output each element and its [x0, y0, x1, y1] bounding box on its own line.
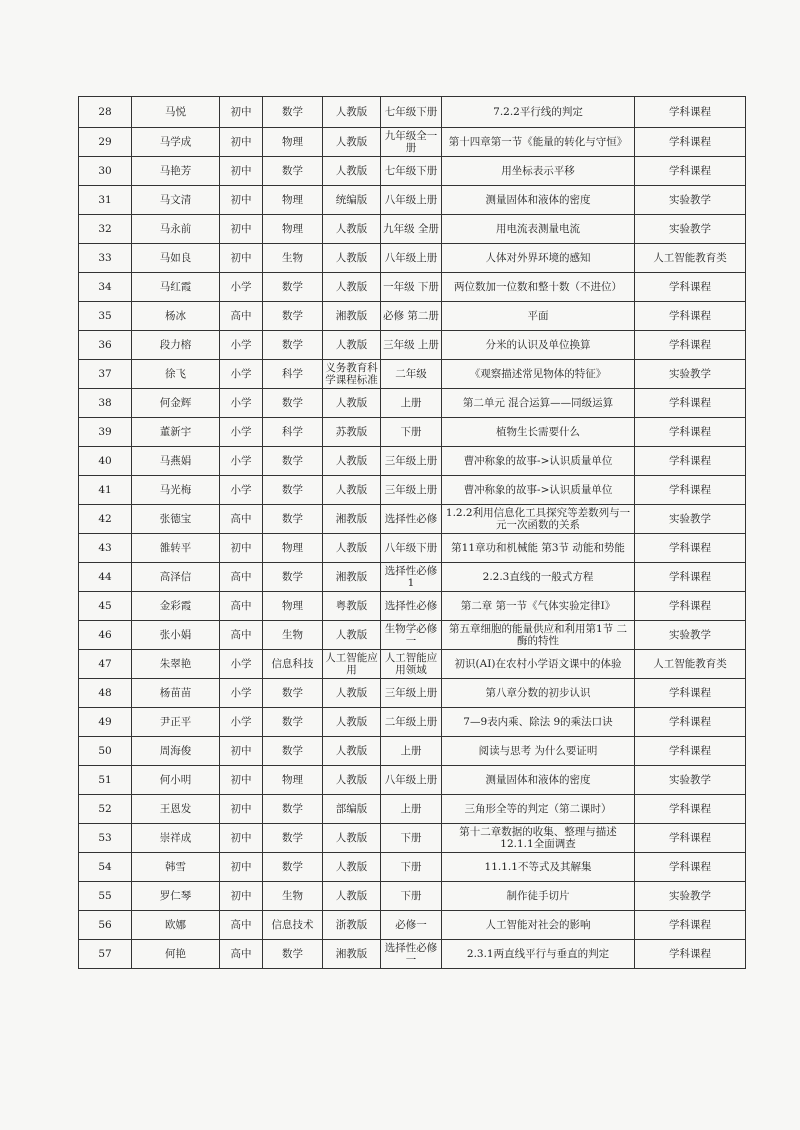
lesson-title-cell: 11.1.1不等式及其解集	[442, 853, 635, 882]
row-number-cell: 28	[79, 97, 132, 128]
teacher-name-cell: 雒转平	[132, 534, 220, 563]
subject-cell: 数学	[263, 737, 323, 766]
row-number-cell: 39	[79, 418, 132, 447]
course-category-cell: 学科课程	[635, 708, 746, 737]
teacher-name-cell: 董新宇	[132, 418, 220, 447]
course-category-cell: 人工智能教育类	[635, 244, 746, 273]
volume-cell: 选择性必修	[381, 505, 442, 534]
teacher-name-cell: 张小娟	[132, 621, 220, 650]
teacher-name-cell: 何艳	[132, 940, 220, 969]
course-category-cell: 学科课程	[635, 737, 746, 766]
school-level-cell: 初中	[220, 97, 263, 128]
teacher-name-cell: 马文清	[132, 186, 220, 215]
subject-cell: 数学	[263, 157, 323, 186]
subject-cell: 数学	[263, 505, 323, 534]
subject-cell: 信息科技	[263, 650, 323, 679]
volume-cell: 必修一	[381, 911, 442, 940]
textbook-edition-cell: 人教版	[323, 389, 381, 418]
volume-cell: 必修 第二册	[381, 302, 442, 331]
table-row	[79, 708, 746, 737]
course-category-cell: 学科课程	[635, 389, 746, 418]
subject-cell: 物理	[263, 534, 323, 563]
teacher-name-cell: 欧娜	[132, 911, 220, 940]
course-category-cell: 学科课程	[635, 447, 746, 476]
row-number-cell: 30	[79, 157, 132, 186]
school-level-cell: 初中	[220, 795, 263, 824]
row-number-cell: 32	[79, 215, 132, 244]
table-row	[79, 795, 746, 824]
course-category-cell: 学科课程	[635, 824, 746, 853]
lesson-title-cell: 曹冲称象的故事->认识质量单位	[442, 447, 635, 476]
volume-cell: 上册	[381, 737, 442, 766]
subject-cell: 数学	[263, 97, 323, 128]
row-number-cell: 46	[79, 621, 132, 650]
table-row	[79, 186, 746, 215]
subject-cell: 数学	[263, 302, 323, 331]
lesson-title-cell: 第11章功和机械能 第3节 动能和势能	[442, 534, 635, 563]
row-number-cell: 47	[79, 650, 132, 679]
school-level-cell: 初中	[220, 128, 263, 157]
volume-cell: 生物学必修一	[381, 621, 442, 650]
course-category-cell: 学科课程	[635, 534, 746, 563]
course-category-cell: 学科课程	[635, 592, 746, 621]
lesson-title-cell: 曹冲称象的故事->认识质量单位	[442, 476, 635, 505]
subject-cell: 生物	[263, 882, 323, 911]
table-row	[79, 621, 746, 650]
textbook-edition-cell: 人教版	[323, 476, 381, 505]
volume-cell: 八年级上册	[381, 186, 442, 215]
school-level-cell: 小学	[220, 418, 263, 447]
textbook-edition-cell: 人教版	[323, 157, 381, 186]
table-row	[79, 737, 746, 766]
lesson-title-cell: 1.2.2利用信息化工具探究等差数列与一元一次函数的关系	[442, 505, 635, 534]
school-level-cell: 初中	[220, 244, 263, 273]
course-category-cell: 学科课程	[635, 157, 746, 186]
teacher-name-cell: 马学成	[132, 128, 220, 157]
course-category-cell: 学科课程	[635, 795, 746, 824]
lesson-title-cell: 7—9表内乘、除法 9的乘法口诀	[442, 708, 635, 737]
table-row	[79, 476, 746, 505]
table-row	[79, 360, 746, 389]
volume-cell: 三年级上册	[381, 679, 442, 708]
textbook-edition-cell: 人教版	[323, 215, 381, 244]
lesson-title-cell: 人体对外界环境的感知	[442, 244, 635, 273]
volume-cell: 三年级上册	[381, 476, 442, 505]
row-number-cell: 56	[79, 911, 132, 940]
school-level-cell: 高中	[220, 621, 263, 650]
textbook-edition-cell: 统编版	[323, 186, 381, 215]
lesson-title-cell: 2.3.1两直线平行与垂直的判定	[442, 940, 635, 969]
row-number-cell: 51	[79, 766, 132, 795]
teacher-name-cell: 马如良	[132, 244, 220, 273]
lesson-title-cell: 第二单元 混合运算——同级运算	[442, 389, 635, 418]
row-number-cell: 31	[79, 186, 132, 215]
lesson-title-cell: 7.2.2平行线的判定	[442, 97, 635, 128]
school-level-cell: 初中	[220, 824, 263, 853]
textbook-edition-cell: 人教版	[323, 853, 381, 882]
table-row	[79, 215, 746, 244]
school-level-cell: 初中	[220, 853, 263, 882]
subject-cell: 数学	[263, 476, 323, 505]
lesson-title-cell: 分米的认识及单位换算	[442, 331, 635, 360]
table-row	[79, 766, 746, 795]
volume-cell: 下册	[381, 418, 442, 447]
school-level-cell: 高中	[220, 911, 263, 940]
teacher-name-cell: 朱翠艳	[132, 650, 220, 679]
teacher-name-cell: 韩雪	[132, 853, 220, 882]
lesson-title-cell: 用坐标表示平移	[442, 157, 635, 186]
table-row	[79, 389, 746, 418]
table-row	[79, 824, 746, 853]
textbook-edition-cell: 湘教版	[323, 302, 381, 331]
table-row	[79, 534, 746, 563]
teacher-name-cell: 马光梅	[132, 476, 220, 505]
school-level-cell: 高中	[220, 940, 263, 969]
course-category-cell: 学科课程	[635, 679, 746, 708]
volume-cell: 八年级上册	[381, 244, 442, 273]
course-category-cell: 学科课程	[635, 476, 746, 505]
school-level-cell: 小学	[220, 476, 263, 505]
subject-cell: 生物	[263, 621, 323, 650]
row-number-cell: 57	[79, 940, 132, 969]
lesson-title-cell: 第五章细胞的能量供应和利用第1节 二 酶的特性	[442, 621, 635, 650]
school-level-cell: 初中	[220, 534, 263, 563]
lesson-title-cell: 第十二章数据的收集、整理与描述12.1.1全面调查	[442, 824, 635, 853]
subject-cell: 数学	[263, 853, 323, 882]
course-category-cell: 学科课程	[635, 331, 746, 360]
table-row	[79, 157, 746, 186]
table-row	[79, 505, 746, 534]
table-row	[79, 128, 746, 157]
lesson-title-cell: 初识(AI)在农村小学语文课中的体验	[442, 650, 635, 679]
school-level-cell: 初中	[220, 737, 263, 766]
row-number-cell: 54	[79, 853, 132, 882]
teacher-name-cell: 高泽信	[132, 563, 220, 592]
volume-cell: 一年级 下册	[381, 273, 442, 302]
volume-cell: 下册	[381, 853, 442, 882]
teacher-name-cell: 徐飞	[132, 360, 220, 389]
row-number-cell: 29	[79, 128, 132, 157]
lesson-title-cell: 第十四章第一节《能量的转化与守恒》	[442, 128, 635, 157]
textbook-edition-cell: 湘教版	[323, 505, 381, 534]
course-category-cell: 学科课程	[635, 128, 746, 157]
teacher-name-cell: 尹正平	[132, 708, 220, 737]
course-category-cell: 学科课程	[635, 911, 746, 940]
textbook-edition-cell: 人教版	[323, 244, 381, 273]
row-number-cell: 53	[79, 824, 132, 853]
volume-cell: 二年级	[381, 360, 442, 389]
lesson-title-cell: 2.2.3直线的一般式方程	[442, 563, 635, 592]
teacher-name-cell: 杨冰	[132, 302, 220, 331]
lesson-title-cell: 两位数加一位数和整十数（不进位）	[442, 273, 635, 302]
school-level-cell: 高中	[220, 563, 263, 592]
textbook-edition-cell: 人教版	[323, 679, 381, 708]
volume-cell: 三年级上册	[381, 447, 442, 476]
row-number-cell: 38	[79, 389, 132, 418]
teacher-name-cell: 段力榕	[132, 331, 220, 360]
course-category-cell: 学科课程	[635, 273, 746, 302]
subject-cell: 物理	[263, 128, 323, 157]
volume-cell: 八年级上册	[381, 766, 442, 795]
teacher-name-cell: 马悦	[132, 97, 220, 128]
lesson-title-cell: 三角形全等的判定（第二课时）	[442, 795, 635, 824]
lesson-title-cell: 制作徒手切片	[442, 882, 635, 911]
lesson-title-cell: 阅读与思考 为什么要证明	[442, 737, 635, 766]
course-category-cell: 学科课程	[635, 418, 746, 447]
volume-cell: 上册	[381, 389, 442, 418]
table-row	[79, 447, 746, 476]
table-row	[79, 940, 746, 969]
subject-cell: 物理	[263, 186, 323, 215]
teacher-name-cell: 马艳芳	[132, 157, 220, 186]
row-number-cell: 49	[79, 708, 132, 737]
volume-cell: 人工智能应用领域	[381, 650, 442, 679]
school-level-cell: 初中	[220, 766, 263, 795]
row-number-cell: 41	[79, 476, 132, 505]
subject-cell: 数学	[263, 940, 323, 969]
course-category-cell: 实验教学	[635, 621, 746, 650]
row-number-cell: 45	[79, 592, 132, 621]
table-row	[79, 650, 746, 679]
school-level-cell: 高中	[220, 505, 263, 534]
textbook-edition-cell: 浙教版	[323, 911, 381, 940]
table-row	[79, 679, 746, 708]
subject-cell: 数学	[263, 389, 323, 418]
lesson-title-cell: 植物生长需要什么	[442, 418, 635, 447]
volume-cell: 八年级下册	[381, 534, 442, 563]
school-level-cell: 小学	[220, 360, 263, 389]
teacher-name-cell: 马红霞	[132, 273, 220, 302]
row-number-cell: 35	[79, 302, 132, 331]
textbook-edition-cell: 人教版	[323, 273, 381, 302]
subject-cell: 生物	[263, 244, 323, 273]
teacher-name-cell: 周海俊	[132, 737, 220, 766]
table-row	[79, 418, 746, 447]
table-row	[79, 97, 746, 128]
school-level-cell: 初中	[220, 882, 263, 911]
table-row	[79, 331, 746, 360]
lesson-title-cell: 人工智能对社会的影响	[442, 911, 635, 940]
school-level-cell: 初中	[220, 215, 263, 244]
subject-cell: 数学	[263, 708, 323, 737]
course-category-cell: 学科课程	[635, 853, 746, 882]
row-number-cell: 36	[79, 331, 132, 360]
lesson-title-cell: 测量固体和液体的密度	[442, 766, 635, 795]
row-number-cell: 43	[79, 534, 132, 563]
row-number-cell: 48	[79, 679, 132, 708]
teacher-name-cell: 马永前	[132, 215, 220, 244]
course-category-cell: 实验教学	[635, 360, 746, 389]
course-category-cell: 学科课程	[635, 563, 746, 592]
subject-cell: 信息技术	[263, 911, 323, 940]
row-number-cell: 42	[79, 505, 132, 534]
volume-cell: 选择性必修1	[381, 563, 442, 592]
table-row	[79, 911, 746, 940]
lesson-title-cell: 第二章 第一节《气体实验定律Ⅰ》	[442, 592, 635, 621]
subject-cell: 数学	[263, 563, 323, 592]
textbook-edition-cell: 人教版	[323, 128, 381, 157]
volume-cell: 选择性必修	[381, 592, 442, 621]
course-category-cell: 人工智能教育类	[635, 650, 746, 679]
school-level-cell: 小学	[220, 708, 263, 737]
textbook-edition-cell: 义务教育科学课程标准	[323, 360, 381, 389]
row-number-cell: 44	[79, 563, 132, 592]
textbook-edition-cell: 人教版	[323, 97, 381, 128]
textbook-edition-cell: 人教版	[323, 534, 381, 563]
subject-cell: 物理	[263, 215, 323, 244]
lesson-title-cell: 测量固体和液体的密度	[442, 186, 635, 215]
school-level-cell: 小学	[220, 273, 263, 302]
textbook-edition-cell: 湘教版	[323, 940, 381, 969]
table-row	[79, 882, 746, 911]
school-level-cell: 初中	[220, 157, 263, 186]
school-level-cell: 小学	[220, 447, 263, 476]
teacher-name-cell: 王恩发	[132, 795, 220, 824]
course-category-cell: 实验教学	[635, 882, 746, 911]
subject-cell: 数学	[263, 447, 323, 476]
row-number-cell: 33	[79, 244, 132, 273]
teacher-name-cell: 罗仁琴	[132, 882, 220, 911]
lesson-title-cell: 《观察描述常见物体的特征》	[442, 360, 635, 389]
teacher-name-cell: 崇祥成	[132, 824, 220, 853]
volume-cell: 九年级 全册	[381, 215, 442, 244]
volume-cell: 七年级下册	[381, 97, 442, 128]
volume-cell: 上册	[381, 795, 442, 824]
row-number-cell: 40	[79, 447, 132, 476]
row-number-cell: 34	[79, 273, 132, 302]
teacher-name-cell: 张德宝	[132, 505, 220, 534]
subject-cell: 物理	[263, 592, 323, 621]
volume-cell: 下册	[381, 882, 442, 911]
school-level-cell: 初中	[220, 186, 263, 215]
school-level-cell: 小学	[220, 679, 263, 708]
textbook-edition-cell: 人教版	[323, 447, 381, 476]
table-body	[79, 97, 746, 969]
textbook-edition-cell: 人教版	[323, 766, 381, 795]
subject-cell: 科学	[263, 360, 323, 389]
school-level-cell: 高中	[220, 592, 263, 621]
textbook-edition-cell: 部编版	[323, 795, 381, 824]
teacher-name-cell: 马燕娟	[132, 447, 220, 476]
subject-cell: 科学	[263, 418, 323, 447]
volume-cell: 二年级上册	[381, 708, 442, 737]
textbook-edition-cell: 人教版	[323, 621, 381, 650]
lesson-title-cell: 用电流表测量电流	[442, 215, 635, 244]
textbook-edition-cell: 人教版	[323, 882, 381, 911]
table-row	[79, 563, 746, 592]
table-row	[79, 244, 746, 273]
row-number-cell: 37	[79, 360, 132, 389]
textbook-edition-cell: 人教版	[323, 824, 381, 853]
row-number-cell: 52	[79, 795, 132, 824]
textbook-edition-cell: 人教版	[323, 737, 381, 766]
course-category-cell: 学科课程	[635, 940, 746, 969]
table-row	[79, 592, 746, 621]
volume-cell: 七年级下册	[381, 157, 442, 186]
textbook-edition-cell: 苏教版	[323, 418, 381, 447]
lesson-title-cell: 第八章分数的初步认识	[442, 679, 635, 708]
course-category-cell: 实验教学	[635, 215, 746, 244]
volume-cell: 下册	[381, 824, 442, 853]
volume-cell: 三年级 上册	[381, 331, 442, 360]
course-category-cell: 实验教学	[635, 766, 746, 795]
textbook-edition-cell: 人教版	[323, 331, 381, 360]
row-number-cell: 50	[79, 737, 132, 766]
school-level-cell: 小学	[220, 331, 263, 360]
teacher-name-cell: 杨苗苗	[132, 679, 220, 708]
school-level-cell: 小学	[220, 650, 263, 679]
textbook-edition-cell: 人工智能应用	[323, 650, 381, 679]
school-level-cell: 高中	[220, 302, 263, 331]
teacher-name-cell: 何金辉	[132, 389, 220, 418]
volume-cell: 九年级全一册	[381, 128, 442, 157]
volume-cell: 选择性必修一	[381, 940, 442, 969]
teacher-name-cell: 金彩霞	[132, 592, 220, 621]
table-row	[79, 302, 746, 331]
subject-cell: 数学	[263, 679, 323, 708]
table-row	[79, 853, 746, 882]
subject-cell: 数学	[263, 331, 323, 360]
subject-cell: 数学	[263, 273, 323, 302]
teacher-lesson-table	[78, 96, 746, 969]
course-category-cell: 实验教学	[635, 186, 746, 215]
course-category-cell: 学科课程	[635, 97, 746, 128]
table-row	[79, 273, 746, 302]
course-category-cell: 学科课程	[635, 302, 746, 331]
subject-cell: 数学	[263, 795, 323, 824]
textbook-edition-cell: 湘教版	[323, 563, 381, 592]
subject-cell: 数学	[263, 824, 323, 853]
school-level-cell: 小学	[220, 389, 263, 418]
course-category-cell: 实验教学	[635, 505, 746, 534]
row-number-cell: 55	[79, 882, 132, 911]
textbook-edition-cell: 粤教版	[323, 592, 381, 621]
subject-cell: 物理	[263, 766, 323, 795]
teacher-name-cell: 何小明	[132, 766, 220, 795]
textbook-edition-cell: 人教版	[323, 708, 381, 737]
lesson-title-cell: 平面	[442, 302, 635, 331]
